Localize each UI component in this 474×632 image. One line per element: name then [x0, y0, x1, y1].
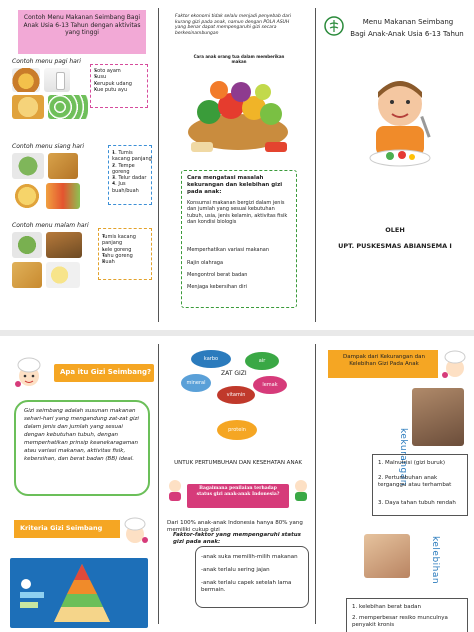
- dinner-list: [102, 234, 150, 265]
- kekurangan-item: 1. Malnutrisi (gizi buruk): [378, 460, 446, 466]
- activity-icons: [16, 576, 48, 616]
- lunch-item: • 1. Tumis kacang panjang: [112, 150, 152, 163]
- definition-heading: Apa itu Gizi Seimbang?: [60, 368, 152, 376]
- kue-putu-photo: [48, 95, 88, 119]
- breakfast-list: [94, 68, 146, 93]
- overweight-child-photo: [364, 534, 410, 578]
- health-ministry-logo-icon: [324, 16, 344, 36]
- oleh-label: OLEH: [385, 226, 405, 234]
- buah-photo: [46, 262, 80, 288]
- middle-panel-nutrients: [159, 336, 315, 632]
- right-panel-cover: [316, 0, 474, 330]
- jus-photo: [46, 183, 80, 209]
- zat-gizi-label: ZAT GIZI: [221, 370, 247, 377]
- telur-photo: [12, 183, 42, 209]
- bubble-mineral: mineral: [181, 374, 211, 392]
- lunch-item: • 4. Jus buah/buah: [112, 181, 152, 194]
- right-panel-impact: [316, 336, 474, 632]
- kekurangan-item: 2. Pertumbuhan anak terganggu atau terhambat: [378, 475, 452, 488]
- chef-icon-2: [120, 516, 150, 546]
- solution-item-2: Memperhatikan variasi makanan: [187, 247, 270, 253]
- tahu-photo: [12, 262, 42, 288]
- bubble-protein: protein: [217, 420, 257, 440]
- kekurangan-label: kekurangan: [398, 428, 408, 486]
- factor-item: -anak terlalu sering jajan: [201, 567, 270, 573]
- solution-item-5: Menjaga kebersihan diri: [187, 284, 247, 290]
- lunch-item: • 3. Telur dadar: [112, 175, 152, 181]
- intro-text: Faktor ekonomi tidak selalu menjadi penyebab dari kurang gizi pada anak, namun dengan POLA ASUH yang benar dapat mempengaruhi gizi secara berkesinambungan: [175, 14, 291, 36]
- menu-title: Contoh Menu Makanan Seimbang Bagi Anak Usia 6-13 Tahun dengan aktivitas yang tinggi: [23, 14, 141, 36]
- kekurangan-item: 3. Daya tahan tubuh rendah: [378, 500, 456, 506]
- cover-title-1: Menu Makanan Seimbang: [362, 18, 454, 26]
- tumis-photo: [12, 153, 44, 179]
- factor-item: -anak terlalu capek setelah lama bermain.: [201, 580, 292, 593]
- bubble-vitamin: vitamin: [217, 386, 255, 404]
- brochure-inside: [0, 336, 474, 632]
- factors-title: Faktor-faktor yang mempengaruhi status gizi pada anak:: [173, 532, 301, 545]
- breakfast-item: • Kerupuk udang: [94, 81, 146, 87]
- kelebihan-item: 1. kelebihan berat badan: [352, 604, 422, 610]
- author: UPT. PUSKESMAS ABIANSEMA I: [338, 242, 452, 250]
- bubble-karbo: karbo: [191, 350, 231, 368]
- solution-title: Cara mengatasi masalah kekurangan dan kelebihan gizi pada anak:: [187, 175, 283, 195]
- kriteria-heading: Kriteria Gizi Seimbang: [20, 524, 103, 532]
- question-text: Bagaimana penilaian terhadap status gizi anak-anak Indonesia?: [196, 486, 280, 497]
- middle-panel-solutions: [159, 0, 315, 330]
- tagline: UNTUK PERTUMBUHAN DAN KESEHATAN ANAK: [174, 460, 302, 466]
- tempe-photo: [48, 153, 78, 179]
- kerupuk-photo: [12, 95, 44, 119]
- soto-photo: [12, 68, 40, 92]
- factor-item: -anak suka memilih-milih makanan: [201, 554, 298, 560]
- milk-glass: [56, 72, 65, 90]
- left-panel-menu-examples: [0, 0, 158, 330]
- malnourished-child-photo: [412, 388, 464, 446]
- child-girl-icon: [165, 478, 185, 502]
- definition-text: Gizi seimbang adalah susunan makanan sehari-hari yang mengandung zat-zat gizi dalam jenis dan jumlah yang sesuai dengan kebutuhan tubuh, dengan memperhatikan prinsip keanekaragaman atau variasi makanan, aktivitas fisik, kebersihan, dan berat badan (BB) ideal.: [24, 408, 139, 462]
- chef-icon: [12, 356, 46, 390]
- food-pyramid-illustration: [52, 562, 112, 624]
- breakfast-item: • Kue putu ayu: [94, 87, 146, 93]
- lele-photo: [46, 232, 82, 258]
- dinner-item: • Lele goreng: [102, 247, 150, 253]
- dinner-label: Contoh menu malam hari: [12, 222, 89, 229]
- lunch-list: [112, 150, 152, 194]
- kelebihan-item: 2. memperbesar resiko munculnya penyakit kronis: [352, 615, 448, 628]
- breakfast-item: • Susu: [94, 74, 146, 80]
- chef-icon-3: [440, 348, 470, 382]
- breakfast-label: Contoh menu pagi hari: [12, 58, 81, 65]
- solution-item-4: Mengontrol berat badan: [187, 272, 248, 278]
- dinner-item: • Tahu goreng: [102, 253, 150, 259]
- lunch-item: • 2. Tempe goreng: [112, 163, 152, 176]
- bubble-air: air: [245, 352, 279, 370]
- child-eating-illustration: [350, 70, 450, 170]
- kelebihan-label: kelebihan: [430, 536, 440, 585]
- impact-title: Dampak dari Kekurangan dan Kelebihan Gizi Pada Anak: [343, 354, 425, 367]
- lunch-label: Contoh menu siang hari: [12, 143, 85, 150]
- bubble-lemak: lemak: [253, 376, 287, 394]
- left-panel-definition: [0, 336, 158, 632]
- solution-item-3: Rajin olahraga: [187, 260, 224, 266]
- food-basket-illustration: [179, 62, 297, 158]
- dinner-tumis-photo: [12, 232, 42, 258]
- stat-text: Dari 100% anak-anak Indonesia hanya 80% yang memiliki cukup gizi: [167, 520, 303, 533]
- dinner-item: • Buah: [102, 259, 150, 265]
- child-boy-icon: [291, 478, 311, 502]
- breakfast-item: • Soto ayam: [94, 68, 146, 74]
- solution-item-1: Konsumsi makanan bergizi dalam jenis dan jumlah yang sesuai kebutuhan tubuh, usia, jenis kelamin, aktivitas fisik dan kondisi biologis: [187, 200, 288, 225]
- dinner-item: • Tumis kacang panjang: [102, 234, 150, 247]
- feeding-caption: Cara anak orang tua dalam memberikan makan: [193, 54, 285, 64]
- cover-title-2: Bagi Anak-Anak Usia 6-13 Tahun: [350, 30, 464, 38]
